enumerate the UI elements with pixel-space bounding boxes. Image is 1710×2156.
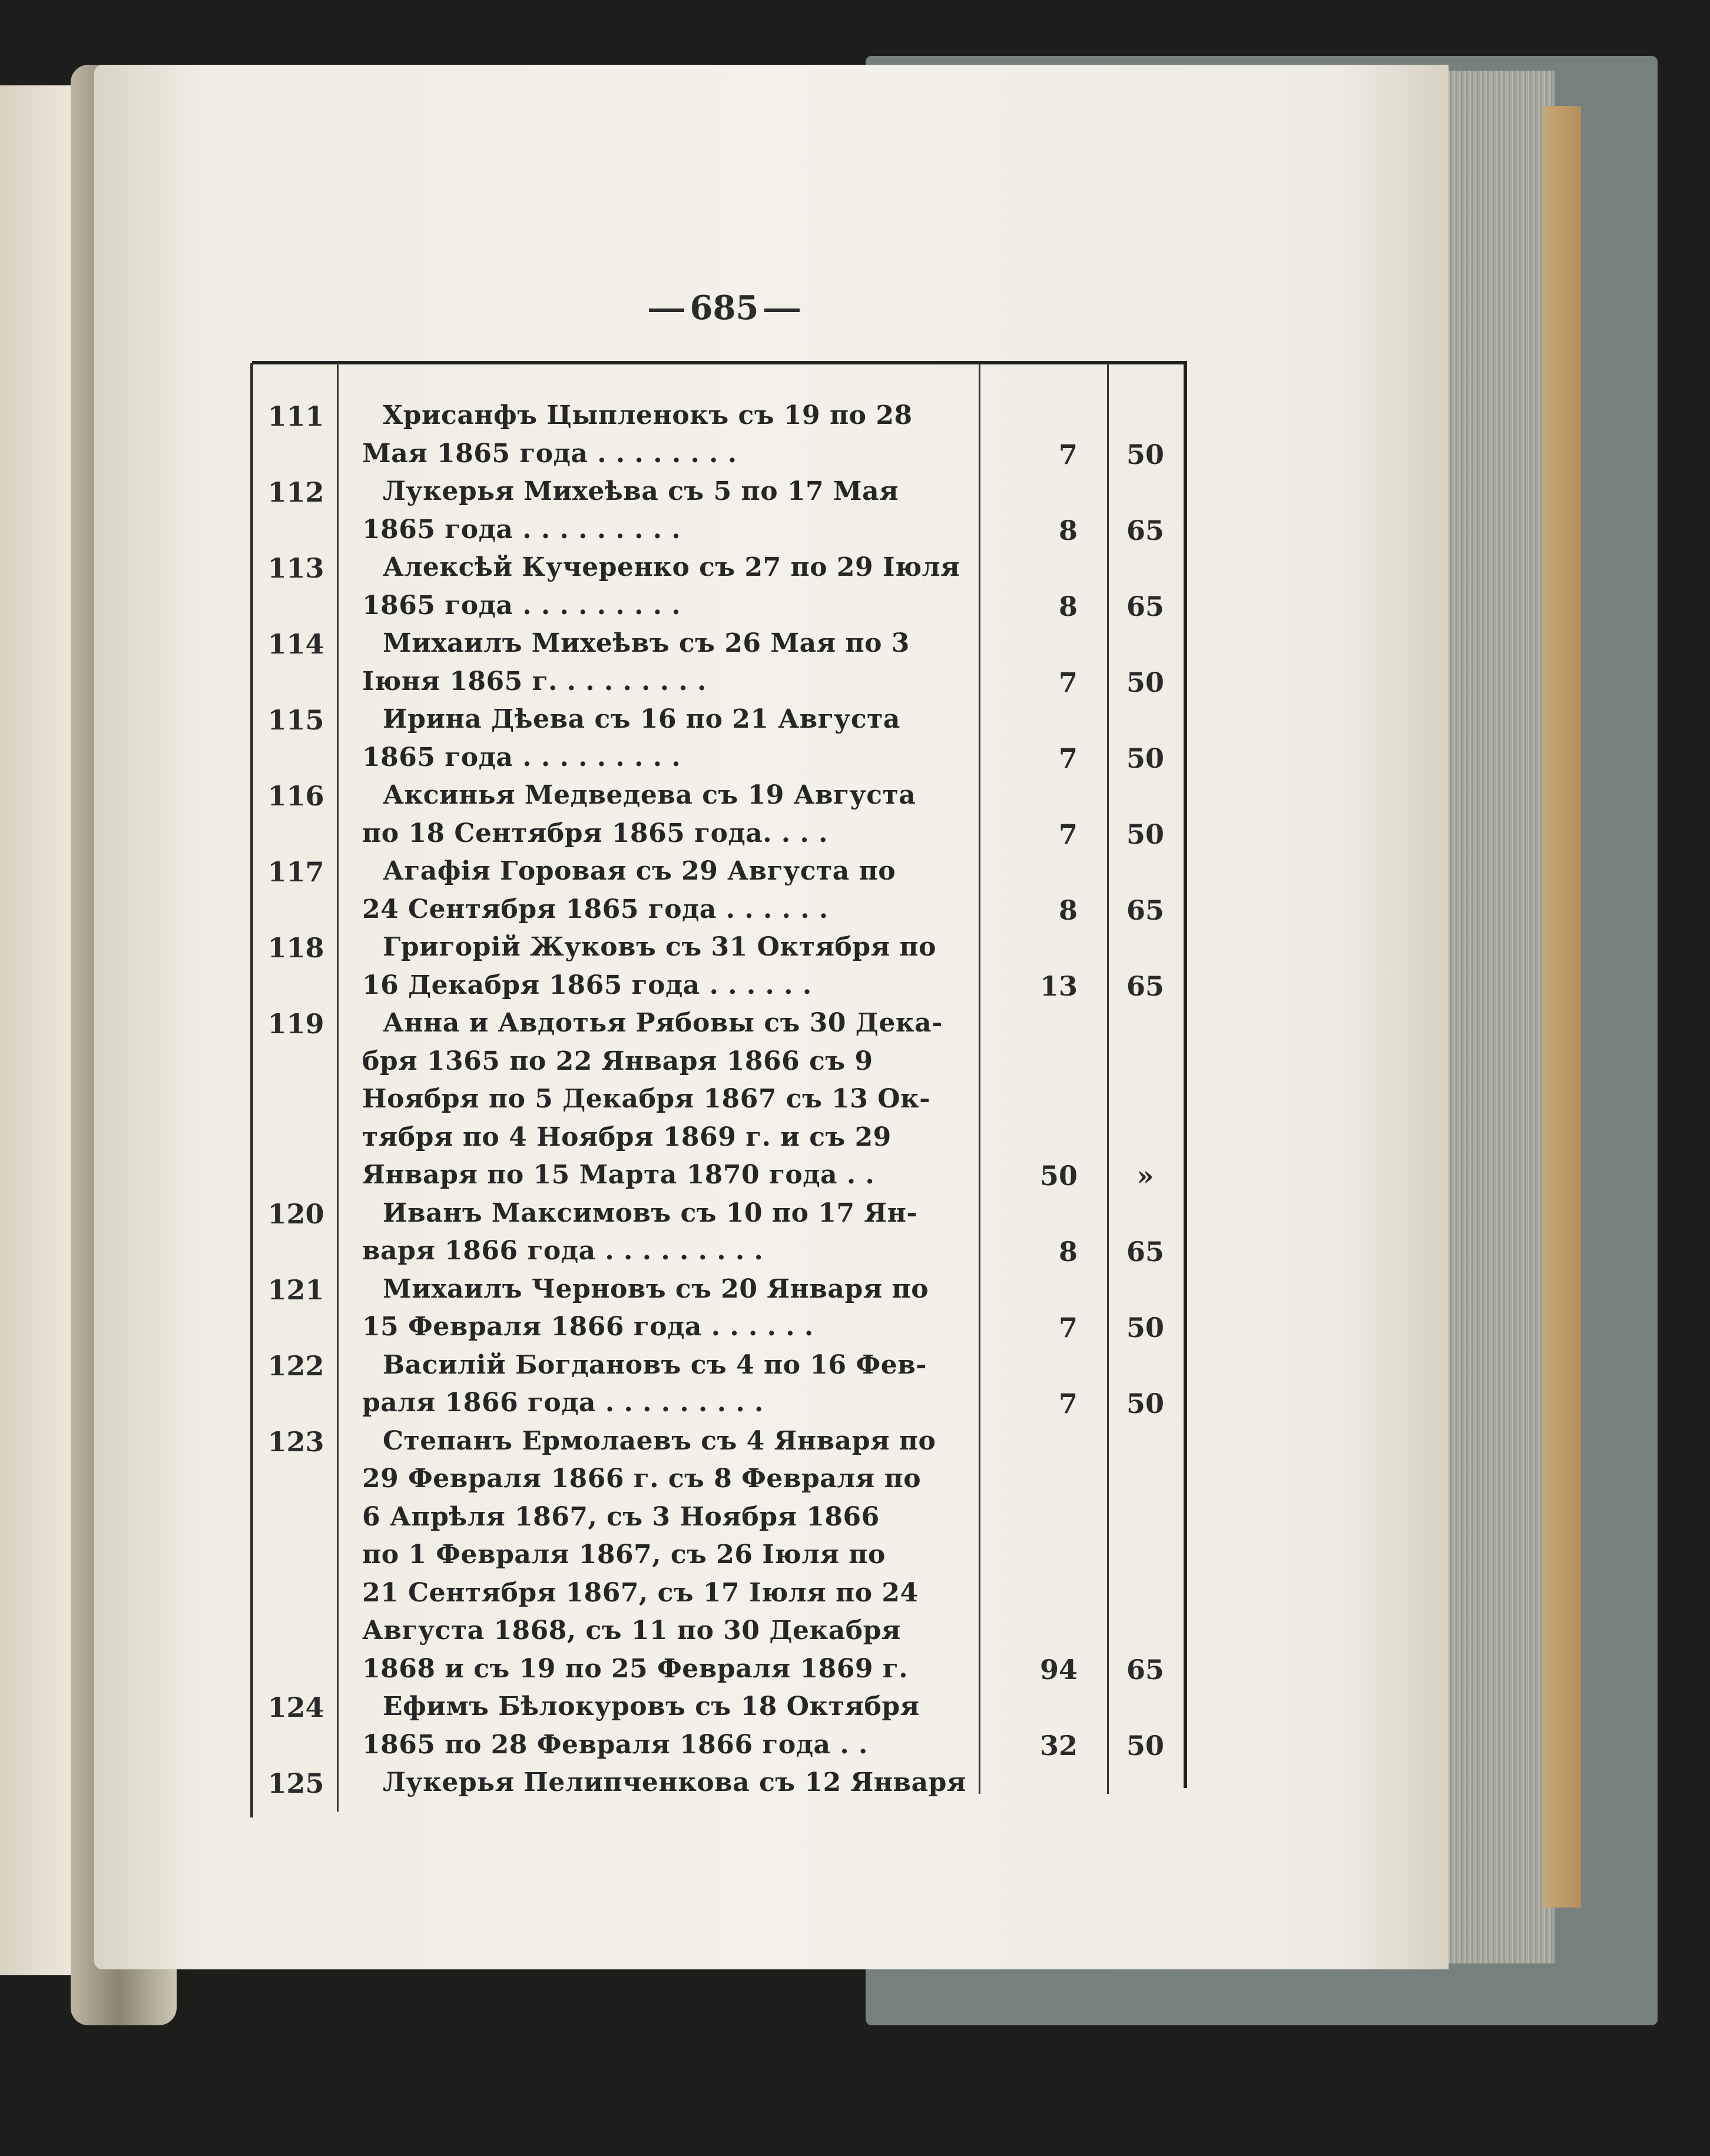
entry-amount: 7 bbox=[1058, 742, 1078, 774]
entry-text-line: Василій Богдановъ съ 4 по 16 Фев- bbox=[383, 1349, 927, 1380]
entry-number: 118 bbox=[267, 932, 324, 964]
entry-cents: 65 bbox=[1126, 1653, 1164, 1686]
entry-text-line: Ирина Дѣева съ 16 по 21 Августа bbox=[383, 704, 900, 734]
entry-text-line: Михаилъ Черновъ съ 20 Января по bbox=[383, 1273, 929, 1304]
entry-number: 116 bbox=[267, 780, 324, 812]
entry-text-line: по 18 Сентября 1865 года. . . . bbox=[362, 818, 828, 848]
entry-number: 112 bbox=[267, 476, 324, 508]
entry-text-line: бря 1365 по 22 Января 1866 съ 9 bbox=[362, 1046, 873, 1076]
entry-number: 125 bbox=[267, 1767, 324, 1799]
entry-cents: 50 bbox=[1126, 1729, 1164, 1762]
entry-text-line: 15 Февраля 1866 года . . . . . . bbox=[362, 1312, 814, 1342]
entry-text-line: 1865 года . . . . . . . . . bbox=[362, 514, 681, 545]
entry-text-line: 16 Декабря 1865 года . . . . . . bbox=[362, 970, 812, 1000]
entry-text-line: по 1 Февраля 1867, съ 26 Іюля по bbox=[362, 1540, 886, 1570]
entry-cents: 65 bbox=[1126, 514, 1164, 546]
entry-text-line: 29 Февраля 1866 г. съ 8 Февраля по bbox=[362, 1464, 922, 1494]
entry-amount: 8 bbox=[1058, 514, 1078, 546]
entry-amount: 50 bbox=[1039, 1160, 1078, 1192]
entry-text-line: Января по 15 Марта 1870 года . . bbox=[362, 1160, 875, 1190]
entry-text-line: Лукерья Пелипченкова съ 12 Января bbox=[383, 1767, 966, 1797]
entry-text-line: Степанъ Ермолаевъ съ 4 Января по bbox=[383, 1425, 936, 1456]
entry-number: 113 bbox=[267, 552, 324, 584]
entry-text-line: 21 Сентября 1867, съ 17 Іюля по 24 bbox=[362, 1577, 919, 1608]
entry-cents: 65 bbox=[1126, 590, 1164, 622]
entry-text-line: Августа 1868, съ 11 по 30 Декабря bbox=[362, 1616, 901, 1646]
entry-text-line: 1865 года . . . . . . . . . bbox=[362, 742, 681, 772]
entry-text-line: Аксинья Медведева съ 19 Августа bbox=[383, 780, 916, 810]
entry-number: 122 bbox=[267, 1349, 324, 1382]
entry-text-line: Григорій Жуковъ съ 31 Октября по bbox=[383, 932, 936, 962]
entry-cents: 65 bbox=[1126, 970, 1164, 1002]
entry-amount: 8 bbox=[1058, 894, 1078, 926]
entry-text-line: Хрисанфъ Цыпленокъ съ 19 по 28 bbox=[383, 400, 913, 430]
entry-number: 121 bbox=[267, 1273, 324, 1306]
entry-text-line: Ноября по 5 Декабря 1867 съ 13 Ок- bbox=[362, 1084, 931, 1114]
entry-amount: 7 bbox=[1058, 1312, 1078, 1344]
entry-cents: 50 bbox=[1126, 666, 1164, 698]
entry-amount: 8 bbox=[1058, 590, 1078, 622]
entry-number: 117 bbox=[267, 856, 324, 888]
entry-amount: 7 bbox=[1058, 438, 1078, 470]
entry-number: 111 bbox=[267, 400, 324, 432]
entry-number: 123 bbox=[267, 1425, 324, 1458]
entry-text-line: Лукерья Михеѣва съ 5 по 17 Мая bbox=[383, 476, 899, 506]
entry-cents: 50 bbox=[1126, 742, 1164, 774]
entry-cents: 50 bbox=[1126, 438, 1164, 470]
entry-text-line: Агафія Горовая съ 29 Августа по bbox=[383, 856, 896, 886]
entry-text-line: 1865 по 28 Февраля 1866 года . . bbox=[362, 1729, 868, 1760]
entry-cents: » bbox=[1136, 1160, 1154, 1192]
entry-text-line: Ефимъ Бѣлокуровъ съ 18 Октября bbox=[383, 1691, 920, 1722]
entry-amount: 7 bbox=[1058, 666, 1078, 698]
entry-number: 120 bbox=[267, 1198, 324, 1230]
entry-amount: 7 bbox=[1058, 818, 1078, 850]
entry-cents: 65 bbox=[1126, 1236, 1164, 1268]
entry-text-line: 1865 года . . . . . . . . . bbox=[362, 590, 681, 621]
entry-text-line: 24 Сентября 1865 года . . . . . . bbox=[362, 894, 829, 924]
entry-text-line: 6 Апрѣля 1867, съ 3 Ноября 1866 bbox=[362, 1501, 880, 1532]
entry-amount: 8 bbox=[1058, 1236, 1078, 1268]
entry-cents: 65 bbox=[1126, 894, 1164, 926]
entry-text-line: тября по 4 Ноября 1869 г. и съ 29 bbox=[362, 1122, 892, 1152]
entry-text-line: Иванъ Максимовъ съ 10 по 17 Ян- bbox=[383, 1198, 918, 1228]
entry-cents: 50 bbox=[1126, 1312, 1164, 1344]
page-number: 685 bbox=[642, 288, 807, 327]
entry-text-line: Михаилъ Михеѣвъ съ 26 Мая по 3 bbox=[383, 628, 910, 658]
entry-text-line: варя 1866 года . . . . . . . . . bbox=[362, 1236, 764, 1266]
entry-text-line: раля 1866 года . . . . . . . . . bbox=[362, 1388, 764, 1418]
entry-amount: 7 bbox=[1058, 1388, 1078, 1419]
entry-number: 115 bbox=[267, 704, 324, 736]
entry-text-line: 1868 и съ 19 по 25 Февраля 1869 г. bbox=[362, 1653, 909, 1684]
entry-cents: 50 bbox=[1126, 818, 1164, 850]
entry-text-line: Іюня 1865 г. . . . . . . . . bbox=[362, 666, 707, 696]
entry-number: 114 bbox=[267, 628, 324, 660]
entry-number: 124 bbox=[267, 1691, 324, 1723]
entry-text-line: Анна и Авдотья Рябовы съ 30 Дека- bbox=[383, 1008, 943, 1038]
entry-text-line: Алексѣй Кучеренко съ 27 по 29 Іюля bbox=[383, 552, 960, 582]
entry-number: 119 bbox=[267, 1008, 324, 1040]
entry-amount: 94 bbox=[1039, 1653, 1078, 1686]
entry-cents: 50 bbox=[1126, 1388, 1164, 1419]
entry-amount: 32 bbox=[1039, 1729, 1078, 1762]
entry-amount: 13 bbox=[1039, 970, 1078, 1002]
entry-text-line: Мая 1865 года . . . . . . . . bbox=[362, 438, 737, 469]
